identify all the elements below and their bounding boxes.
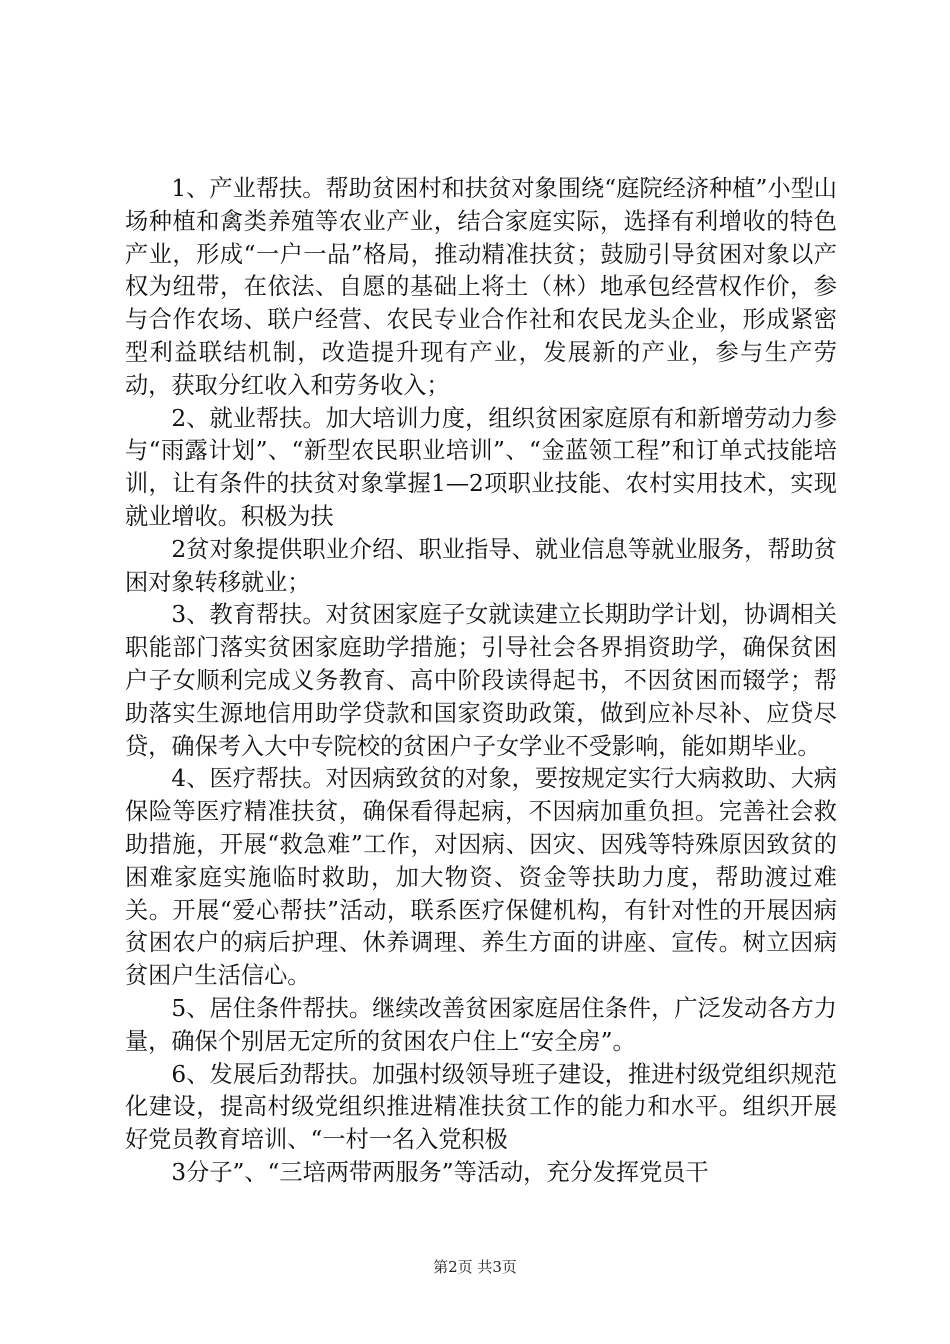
paragraph-employment-support-continued: 2贫对象提供职业介绍、职业指导、就业信息等就业服务，帮助贫困对象转移就业；: [125, 535, 837, 596]
page-number-footer: 第2页 共3页: [433, 1258, 517, 1276]
paragraph-medical-support: 4、医疗帮扶。对因病致贫的对象，要按规定实行大病救助、大病保险等医疗精准扶贫，确保看得起病，不因病加重负担。完善社会救助措施，开展“救急难”工作，对因病、因灾、因残等特殊原因致贫的困难家庭实施临时救助，加大物资、资金等扶助力度，帮助渡过难关。开展“爱心帮扶”活动，联系医疗保健机构，有针对性的开展因病贫困农户的病后护理、休养调理、养生方面的讲座、宣传。树立因病贫困户生活信心。: [125, 765, 837, 990]
paragraph-education-support: 3、教育帮扶。对贫困家庭子女就读建立长期助学计划，协调相关职能部门落实贫困家庭助学措施；引导社会各界捐资助学，确保贫困户子女顺利完成义务教育、高中阶段读得起书，不因贫困而辍学；帮助落实生源地信用助学贷款和国家资助政策，做到应补尽补、应贷尽贷，确保考入大中专院校的贫困户子女学业不受影响，能如期毕业。: [125, 601, 837, 760]
paragraph-development-support-continued: 3分子”、“三培两带两服务”等活动，充分发挥党员干: [171, 1158, 709, 1186]
paragraph-housing-support: 5、居住条件帮扶。继续改善贫困家庭居住条件，广泛发动各方力量，确保个别居无定所的贫困农户住上“安全房”。: [125, 994, 837, 1055]
paragraph-industry-support: 1、产业帮扶。帮助贫困村和扶贫对象围绕“庭院经济种植”小型山场种植和禽类养殖等农业产业，结合家庭实际，选择有利增收的特色产业，形成“一户一品”格局，推动精准扶贫；鼓励引导贫困对象以产权为纽带，在依法、自愿的基础上将土（林）地承包经营权作价，参与合作农场、联户经营、农民专业合作社和农民龙头企业，形成紧密型利益联结机制，改造提升现有产业，发展新的产业，参与生产劳动，获取分红收入和劳务收入；: [125, 175, 837, 399]
paragraph-employment-support: 2、就业帮扶。加大培训力度，组织贫困家庭原有和新增劳动力参与“雨露计划”、“新型农民职业培训”、“金蓝领工程”和订单式技能培训，让有条件的扶贫对象掌握1—2项职业技能、农村实用技术，实现就业增收。积极为扶: [125, 404, 837, 530]
paragraph-development-support: 6、发展后劲帮扶。加强村级领导班子建设，推进村级党组织规范化建设，提高村级党组织推进精准扶贫工作的能力和水平。组织开展好党员教育培训、“一村一名入党积极: [125, 1060, 837, 1154]
document-body: [125, 173, 837, 1190]
